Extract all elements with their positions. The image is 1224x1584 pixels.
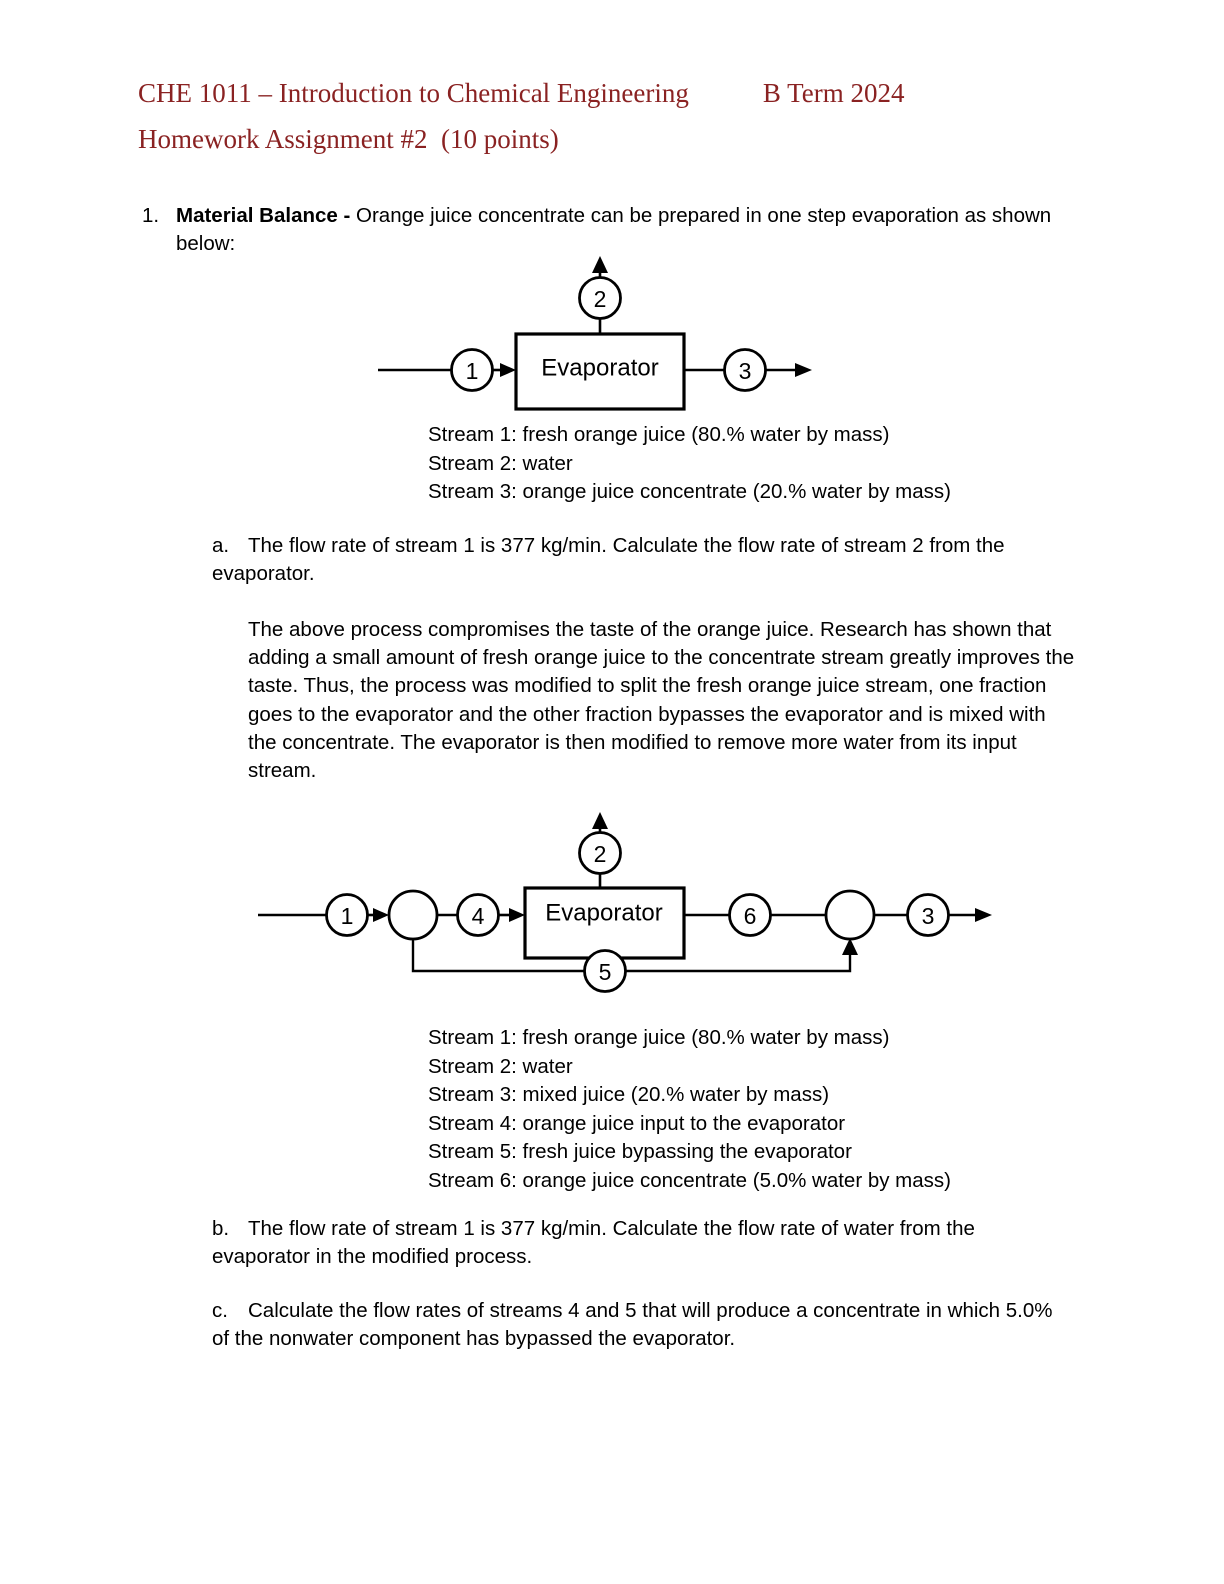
stream-3-number-1: 3 [738,358,752,384]
question-item-c [212,1297,1072,1353]
evaporator-label-2: Evaporator [545,899,663,927]
arrowhead-stream-2-up-1 [592,256,608,273]
stream-6-number-2: 6 [743,903,757,929]
arrowhead-stream-3-right-2 [975,908,992,922]
question-item-b-letter: b. [212,1217,230,1240]
header-assignment-line: Homework Assignment #2 (10 points) [138,124,559,154]
arrowhead-into-splitter [373,908,389,922]
arrowhead-into-evaporator-2 [509,908,525,922]
stream-1-number-2: 1 [340,903,354,929]
arrowhead-into-mixer [842,938,858,955]
process-flow-diagram-2 [0,795,1224,1005]
stream-2-number-2: 2 [593,841,607,867]
process-description-paragraph: The above process compromises the taste of the orange juice. Research has shown that adding a small amount of fresh orange juice to the concentrate stream greatly improves the taste. Thus, the process was modified to split the fresh orange juice stream, one fraction goes to the evaporator and the other fraction bypasses the evaporator and is mixed with the concentrate. The evaporator is then modified to remove more water from its input stream. [248,618,1075,783]
course-title: CHE 1011 – Introduction to Chemical Engineering [138,78,689,108]
question-item-c-letter: c. [212,1299,228,1322]
stream-list-2-item-1: Stream 1: fresh orange juice (80.% water by mass) [428,1026,890,1049]
document-header [138,70,1098,162]
splitter-node [389,891,437,939]
problem-1-title: Material Balance - [176,204,357,227]
term-label: B Term 2024 [762,78,905,108]
stream-2-number-1: 2 [593,286,607,312]
problem-1-intro: Orange juice concentrate can be prepared in one step evaporation as shown below: [176,204,1052,255]
stream-list-1 [428,421,951,507]
question-item-a [212,532,1072,588]
arrowhead-stream-2-up-2 [592,812,608,829]
stream-3-number-2: 3 [921,903,935,929]
process-flow-diagram-1 [0,246,1224,416]
arrowhead-into-evaporator-1 [500,363,516,377]
mixer-node [826,891,874,939]
stream-list-2 [428,1024,951,1195]
question-item-b [212,1215,1072,1271]
stream-list-2-item-5: Stream 5: fresh juice bypassing the evaporator [428,1140,852,1163]
stream-list-1-item-1: Stream 1: fresh orange juice (80.% water by mass) [428,423,890,446]
stream-list-2-item-3: Stream 3: mixed juice (20.% water by mass) [428,1083,830,1106]
stream-list-2-item-2: Stream 2: water [428,1054,573,1078]
question-item-a-letter: a. [212,534,230,557]
question-item-c-text: Calculate the flow rates of streams 4 and 5 that will produce a concentrate in which 5.0% of the nonwater component has bypassed the evaporator. [212,1299,1053,1350]
header-course-line [138,70,1098,116]
stream-5-bypass-path [413,939,850,971]
stream-list-1-item-3: Stream 3: orange juice concentrate (20.% water by mass) [428,480,951,503]
stream-1-number-1: 1 [465,358,479,384]
evaporator-label-1: Evaporator [541,354,659,382]
stream-5-number-2: 5 [598,959,612,985]
problem-1-number: 1. [142,204,160,227]
arrowhead-stream-3-right-1 [795,363,812,377]
stream-list-2-item-4: Stream 4: orange juice input to the evaporator [428,1111,846,1135]
stream-list-1-item-2: Stream 2: water [428,451,573,475]
stream-4-number-2: 4 [471,903,485,929]
stream-list-2-item-6: Stream 6: orange juice concentrate (5.0% water by mass) [428,1168,951,1192]
question-item-b-text: The flow rate of stream 1 is 377 kg/min. Calculate the flow rate of water from the evaporator in the modified process. [212,1217,975,1268]
question-item-a-text: The flow rate of stream 1 is 377 kg/min. Calculate the flow rate of stream 2 from the evaporator. [212,534,1005,585]
